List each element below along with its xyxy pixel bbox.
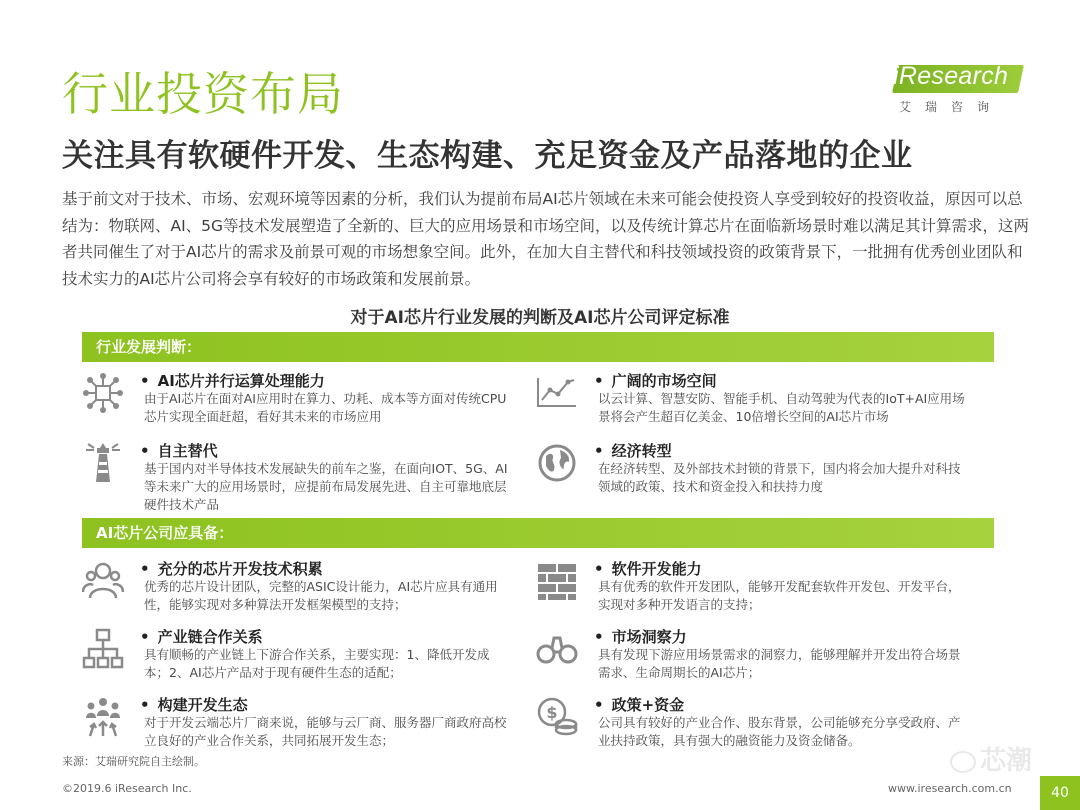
logo-word	[893, 62, 1008, 91]
intro-paragraph: 基于前文对于技术、市场、宏观环境等因素的分析，我们认为提前布局AI芯片领域在未来可能会使投资人享受到较好的投资收益，原因可以总结为：物联网、AI、5G等技术发展塑造了全新的、巨大的应用场景和市场空间，以及传统计算芯片在面临新场景时难以满足其计算需求，这两者共同催生了对于AI芯片的需求及前景可观的市场想象空间。此外，在加大自主替代和科技领域投资的政策背景下，一批拥有优秀创业团队和技术实力的AI芯片公司将会享有较好的市场政策和发展前景。	[62, 190, 1030, 288]
item-heading-text: AI芯片并行运算处理能力	[157, 372, 325, 390]
bullet: •	[140, 628, 150, 646]
globe-icon	[536, 442, 578, 484]
company-requirements-band: AI芯片公司应具备：	[82, 518, 994, 548]
chip-network-icon	[82, 372, 124, 414]
item-heading-text: 构建开发生态	[157, 696, 248, 714]
team-icon	[82, 560, 124, 602]
logo-word-text: iResearch	[893, 62, 1009, 90]
iresearch-logo	[893, 62, 1023, 122]
item-description: 由于AI芯片在面对AI应用时在算力、功耗、成本等方面对传统CPU芯片实现全面赶超，看好其未来的市场应用	[144, 391, 507, 424]
bullet: •	[594, 628, 604, 646]
money-icon	[536, 696, 578, 738]
item-heading-text: 自主替代	[157, 442, 218, 460]
item-heading-text: 软件开发能力	[611, 560, 702, 578]
line-chart-icon	[536, 372, 578, 414]
item-heading-text: 广阔的市场空间	[611, 372, 717, 390]
page-subtitle: 关注具有软硬件开发、生态构建、充足资金及产品落地的企业	[62, 138, 913, 174]
bullet: •	[140, 560, 150, 578]
item-heading	[594, 440, 672, 461]
item-heading	[140, 440, 218, 461]
item-heading	[594, 370, 717, 391]
item-description: 在经济转型、及外部技术封锁的背景下，国内将会加大提升对科技领域的政策、技术和资金投入和扶持力度	[598, 461, 961, 494]
item-heading-text: 市场洞察力	[611, 628, 687, 646]
page-number: 40	[1040, 776, 1080, 810]
logo-chinese-text: 艾瑞咨询	[899, 100, 1004, 114]
copyright: ©2019.6 iResearch Inc.	[62, 782, 192, 795]
item-description: 基于国内对半导体技术发展缺失的前车之鉴，在面向IOT、5G、AI等未来广大的应用场景时，应提前布局发展先进、自主可靠地底层硬件技术产品	[144, 461, 508, 512]
bullet: •	[140, 696, 150, 714]
lighthouse-icon	[82, 442, 124, 484]
item-description: 对于开发云端芯片厂商来说，能够与云厂商、服务器厂商政府高校立良好的产业合作关系，共同拓展开发生态；	[144, 715, 507, 748]
community-icon	[82, 696, 124, 738]
item-description: 具有顺畅的产业链上下游合作关系，主要实现：1、降低开发成本；2、AI芯片产品对于现有硬件生态的适配；	[144, 647, 490, 680]
item-heading-text: 政策+资金	[611, 696, 685, 714]
bullet: •	[594, 696, 604, 714]
item-description: 以云计算、智慧安防、智能手机、自动驾驶为代表的IoT+AI应用场景将会产生超百亿美金、10倍增长空间的AI芯片市场	[598, 391, 965, 424]
org-chart-icon	[82, 628, 124, 670]
bullet: •	[140, 372, 150, 390]
item-description: 公司具有较好的产业合作、股东背景，公司能够充分享受政府、产业扶持政策，具有强大的融资能力及资金储备。	[598, 715, 961, 748]
page-title: 行业投资布局	[62, 67, 344, 121]
item-heading	[594, 694, 684, 715]
bullet: •	[594, 560, 604, 578]
item-description: 优秀的芯片设计团队，完整的ASIC设计能力，AI芯片应具有通用性，能够实现对多种算法开发框架模型的支持；	[144, 579, 498, 612]
bullet: •	[140, 442, 150, 460]
wechat-watermark	[950, 740, 1032, 777]
item-heading	[140, 558, 323, 579]
item-heading-text: 充分的芯片开发技术积累	[157, 560, 323, 578]
item-description: 具有发现下游应用场景需求的洞察力，能够理解并开发出符合场景需求、生命周期长的AI芯片；	[598, 647, 961, 680]
item-heading-text: 产业链合作关系	[157, 628, 263, 646]
wechat-icon	[950, 751, 976, 773]
brick-wall-icon	[536, 560, 578, 602]
bullet: •	[594, 442, 604, 460]
watermark-text: 芯潮	[980, 746, 1033, 776]
binoculars-icon	[536, 628, 578, 670]
item-heading	[140, 626, 263, 647]
item-heading	[140, 694, 248, 715]
website-url: www.iresearch.com.cn	[888, 782, 1012, 795]
item-heading-text: 经济转型	[611, 442, 672, 460]
item-description: 具有优秀的软件开发团队，能够开发配套软件开发包、开发平台，实现对多种开发语言的支持；	[598, 579, 961, 612]
industry-judgment-band: 行业发展判断：	[82, 332, 994, 362]
svg-text:$: $	[546, 703, 558, 722]
bullet: •	[594, 372, 604, 390]
section-title: 对于AI芯片行业发展的判断及AI芯片公司评定标准	[350, 308, 730, 328]
item-heading	[140, 370, 325, 391]
source-note: 来源：艾瑞研究院自主绘制。	[62, 755, 205, 768]
item-heading	[594, 626, 687, 647]
item-heading	[594, 558, 702, 579]
